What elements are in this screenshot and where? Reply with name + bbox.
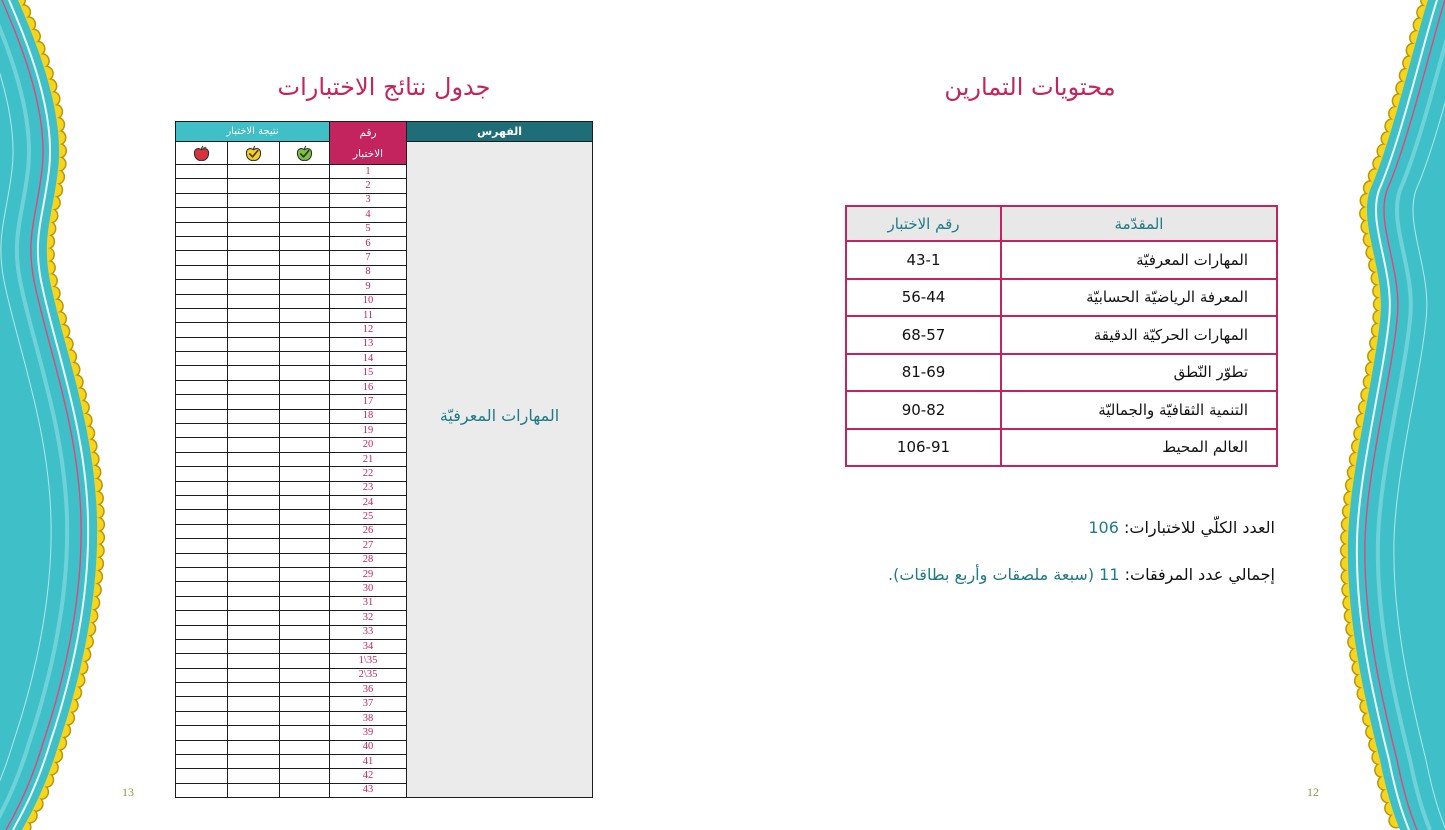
- result-cell-red: [175, 165, 227, 179]
- result-cell-green: [279, 726, 329, 740]
- result-cell-red: [175, 424, 227, 438]
- result-cell-green: [279, 266, 329, 280]
- result-cell-yellow: [227, 626, 279, 640]
- result-cell-red: [175, 769, 227, 783]
- test-number-cell: 1: [329, 165, 406, 179]
- test-number-cell: 19: [329, 424, 406, 438]
- result-cell-green: [279, 539, 329, 553]
- result-cell-yellow: [227, 165, 279, 179]
- test-number-cell: 30: [329, 582, 406, 596]
- result-cell-green: [279, 712, 329, 726]
- result-cell-red: [175, 597, 227, 611]
- result-cell-red: [175, 582, 227, 596]
- test-number-cell: 42: [329, 769, 406, 783]
- result-cell-yellow: [227, 352, 279, 366]
- result-cell-red: [175, 323, 227, 337]
- test-number-cell: 22: [329, 467, 406, 481]
- contents-range-cell: 81-69: [845, 355, 1000, 393]
- result-cell-green: [279, 352, 329, 366]
- result-cell-green: [279, 582, 329, 596]
- result-cell-yellow: [227, 251, 279, 265]
- result-cell-yellow: [227, 712, 279, 726]
- apple-body: [194, 148, 208, 160]
- results-header-test-number-line1: رقم: [359, 126, 377, 139]
- result-cell-yellow: [227, 410, 279, 424]
- page-number-right: 12: [1307, 785, 1319, 799]
- result-icon-cell-red: [175, 142, 227, 165]
- result-cell-green: [279, 755, 329, 769]
- contents-section-cell: التنمية الثقافيّة والجماليّة: [1000, 392, 1276, 430]
- test-number-cell: 17: [329, 395, 406, 409]
- result-cell-green: [279, 179, 329, 193]
- test-number-cell: 39: [329, 726, 406, 740]
- result-cell-red: [175, 496, 227, 510]
- result-cell-yellow: [227, 697, 279, 711]
- yellow-apple-icon: [244, 145, 263, 162]
- result-cell-green: [279, 597, 329, 611]
- result-cell-green: [279, 395, 329, 409]
- results-table: [175, 121, 593, 798]
- result-cell-red: [175, 640, 227, 654]
- result-cell-red: [175, 309, 227, 323]
- result-cell-yellow: [227, 295, 279, 309]
- result-cell-red: [175, 251, 227, 265]
- result-cell-red: [175, 223, 227, 237]
- green-apple-icon: [295, 145, 314, 162]
- contents-range-cell: 56-44: [845, 280, 1000, 318]
- result-cell-green: [279, 208, 329, 222]
- results-header-test-number: [329, 122, 406, 165]
- result-cell-yellow: [227, 438, 279, 452]
- result-cell-green: [279, 669, 329, 683]
- test-number-cell: 33: [329, 626, 406, 640]
- result-cell-green: [279, 381, 329, 395]
- result-cell-red: [175, 669, 227, 683]
- test-number-cell: 23: [329, 482, 406, 496]
- result-cell-red: [175, 453, 227, 467]
- result-cell-red: [175, 482, 227, 496]
- result-cell-green: [279, 496, 329, 510]
- test-number-cell: 13: [329, 338, 406, 352]
- index-category-cell: [406, 142, 592, 798]
- contents-range-cell: 106-91: [845, 430, 1000, 468]
- result-cell-red: [175, 295, 227, 309]
- result-cell-green: [279, 568, 329, 582]
- contents-section-cell: المعرفة الرياضيّة الحسابيّة: [1000, 280, 1276, 318]
- result-cell-green: [279, 741, 329, 755]
- test-number-cell: 28: [329, 554, 406, 568]
- result-cell-yellow: [227, 482, 279, 496]
- test-number-cell: 37: [329, 697, 406, 711]
- result-cell-red: [175, 741, 227, 755]
- result-cell-green: [279, 194, 329, 208]
- result-cell-red: [175, 712, 227, 726]
- test-number-cell: 9: [329, 280, 406, 294]
- result-cell-green: [279, 510, 329, 524]
- result-cell-yellow: [227, 597, 279, 611]
- result-cell-yellow: [227, 611, 279, 625]
- result-cell-yellow: [227, 726, 279, 740]
- right-decorative-border: [1320, 0, 1445, 830]
- result-cell-red: [175, 338, 227, 352]
- result-cell-green: [279, 453, 329, 467]
- test-number-cell: 12: [329, 323, 406, 337]
- left-decorative-border: [0, 0, 125, 830]
- result-cell-yellow: [227, 179, 279, 193]
- index-category-label: المهارات المعرفيّة: [439, 406, 560, 425]
- result-cell-red: [175, 410, 227, 424]
- result-cell-green: [279, 467, 329, 481]
- test-number-cell: 43: [329, 784, 406, 798]
- test-number-cell: 4: [329, 208, 406, 222]
- result-cell-green: [279, 611, 329, 625]
- result-cell-green: [279, 438, 329, 452]
- test-number-cell: 11: [329, 309, 406, 323]
- result-cell-yellow: [227, 424, 279, 438]
- result-cell-red: [175, 726, 227, 740]
- contents-header-test-number: رقم الاختبار: [845, 207, 1000, 242]
- result-icon-cell-yellow: [227, 142, 279, 165]
- results-page-title: جدول نتائج الاختبارات: [277, 73, 491, 101]
- test-number-cell: 6: [329, 237, 406, 251]
- result-cell-green: [279, 697, 329, 711]
- result-cell-yellow: [227, 467, 279, 481]
- result-cell-red: [175, 510, 227, 524]
- test-number-cell: 5: [329, 223, 406, 237]
- result-cell-yellow: [227, 366, 279, 380]
- result-cell-red: [175, 654, 227, 668]
- test-number-cell: 29: [329, 568, 406, 582]
- page-number-left: 13: [122, 785, 134, 799]
- result-cell-yellow: [227, 784, 279, 798]
- test-number-cell: 34: [329, 640, 406, 654]
- result-cell-yellow: [227, 208, 279, 222]
- result-cell-yellow: [227, 669, 279, 683]
- test-number-cell: 32: [329, 611, 406, 625]
- results-header-result: نتيجة الاختبار: [175, 122, 329, 142]
- test-number-cell: 26: [329, 525, 406, 539]
- result-cell-yellow: [227, 194, 279, 208]
- result-cell-red: [175, 438, 227, 452]
- total-tests-value: 106: [1088, 518, 1119, 537]
- result-cell-yellow: [227, 496, 279, 510]
- result-cell-yellow: [227, 323, 279, 337]
- result-cell-yellow: [227, 525, 279, 539]
- result-cell-red: [175, 568, 227, 582]
- test-number-cell: 3: [329, 194, 406, 208]
- result-cell-red: [175, 539, 227, 553]
- result-cell-yellow: [227, 539, 279, 553]
- result-cell-green: [279, 323, 329, 337]
- result-cell-red: [175, 266, 227, 280]
- result-cell-green: [279, 410, 329, 424]
- result-cell-red: [175, 611, 227, 625]
- result-cell-red: [175, 352, 227, 366]
- result-cell-yellow: [227, 683, 279, 697]
- result-cell-red: [175, 179, 227, 193]
- result-cell-red: [175, 697, 227, 711]
- result-cell-green: [279, 626, 329, 640]
- result-cell-yellow: [227, 381, 279, 395]
- test-number-cell: 40: [329, 741, 406, 755]
- test-number-cell: 36: [329, 683, 406, 697]
- result-cell-yellow: [227, 453, 279, 467]
- result-icon-cell-green: [279, 142, 329, 165]
- result-cell-green: [279, 482, 329, 496]
- result-cell-red: [175, 755, 227, 769]
- contents-range-cell: 90-82: [845, 392, 1000, 430]
- result-cell-yellow: [227, 654, 279, 668]
- test-number-cell: 2\35: [329, 669, 406, 683]
- result-cell-yellow: [227, 755, 279, 769]
- result-cell-yellow: [227, 237, 279, 251]
- test-number-cell: 16: [329, 381, 406, 395]
- total-tests-line: [1088, 515, 1275, 541]
- result-cell-red: [175, 366, 227, 380]
- result-cell-green: [279, 525, 329, 539]
- test-number-cell: 15: [329, 366, 406, 380]
- result-cell-green: [279, 366, 329, 380]
- result-cell-yellow: [227, 266, 279, 280]
- result-cell-yellow: [227, 741, 279, 755]
- attachments-label: إجمالي عدد المرفقات:: [1124, 565, 1275, 584]
- test-number-cell: 2: [329, 179, 406, 193]
- attachments-line: [888, 562, 1275, 588]
- test-number-cell: 7: [329, 251, 406, 265]
- result-cell-yellow: [227, 568, 279, 582]
- result-cell-red: [175, 395, 227, 409]
- result-cell-green: [279, 769, 329, 783]
- result-cell-yellow: [227, 223, 279, 237]
- test-number-cell: 24: [329, 496, 406, 510]
- contents-range-cell: 43-1: [845, 242, 1000, 280]
- result-cell-green: [279, 640, 329, 654]
- test-number-cell: 1\35: [329, 654, 406, 668]
- result-cell-red: [175, 626, 227, 640]
- result-cell-yellow: [227, 554, 279, 568]
- total-tests-label: العدد الكلّي للاختبارات:: [1124, 518, 1275, 537]
- contents-range-cell: 68-57: [845, 317, 1000, 355]
- contents-page-title: محتويات التمارين: [944, 73, 1116, 101]
- contents-section-cell: المهارات المعرفيّة: [1000, 242, 1276, 280]
- result-cell-red: [175, 280, 227, 294]
- test-number-cell: 14: [329, 352, 406, 366]
- result-cell-green: [279, 280, 329, 294]
- result-cell-red: [175, 784, 227, 798]
- test-number-cell: 21: [329, 453, 406, 467]
- result-cell-red: [175, 194, 227, 208]
- result-cell-yellow: [227, 395, 279, 409]
- result-cell-yellow: [227, 640, 279, 654]
- contents-header-section: المقدّمة: [1000, 207, 1276, 242]
- result-cell-yellow: [227, 510, 279, 524]
- result-cell-yellow: [227, 769, 279, 783]
- test-number-cell: 25: [329, 510, 406, 524]
- test-number-cell: 27: [329, 539, 406, 553]
- result-cell-green: [279, 165, 329, 179]
- results-header-test-number-line2: الاختبار: [353, 147, 384, 160]
- result-cell-red: [175, 237, 227, 251]
- red-apple-icon: [192, 145, 211, 162]
- result-cell-red: [175, 467, 227, 481]
- result-cell-green: [279, 424, 329, 438]
- contents-section-cell: تطوّر النّطق: [1000, 355, 1276, 393]
- result-cell-red: [175, 683, 227, 697]
- result-cell-green: [279, 309, 329, 323]
- attachments-value: 11 (سبعة ملصقات وأربع بطاقات).: [888, 565, 1120, 584]
- test-number-cell: 41: [329, 755, 406, 769]
- result-cell-green: [279, 338, 329, 352]
- result-cell-yellow: [227, 309, 279, 323]
- result-cell-green: [279, 223, 329, 237]
- test-number-cell: 10: [329, 295, 406, 309]
- test-number-cell: 38: [329, 712, 406, 726]
- result-cell-red: [175, 208, 227, 222]
- test-number-cell: 18: [329, 410, 406, 424]
- test-number-cell: 8: [329, 266, 406, 280]
- result-cell-green: [279, 295, 329, 309]
- results-header-index: الفهرس: [406, 122, 592, 142]
- result-cell-green: [279, 554, 329, 568]
- result-cell-green: [279, 237, 329, 251]
- result-cell-green: [279, 654, 329, 668]
- result-cell-red: [175, 554, 227, 568]
- result-cell-red: [175, 381, 227, 395]
- result-cell-green: [279, 683, 329, 697]
- contents-section-cell: المهارات الحركيّة الدقيقة: [1000, 317, 1276, 355]
- result-cell-yellow: [227, 280, 279, 294]
- result-cell-yellow: [227, 582, 279, 596]
- result-cell-yellow: [227, 338, 279, 352]
- test-number-cell: 31: [329, 597, 406, 611]
- result-cell-green: [279, 251, 329, 265]
- contents-section-cell: العالم المحيط: [1000, 430, 1276, 468]
- result-cell-green: [279, 784, 329, 798]
- contents-table: [845, 205, 1278, 467]
- test-number-cell: 20: [329, 438, 406, 452]
- result-cell-red: [175, 525, 227, 539]
